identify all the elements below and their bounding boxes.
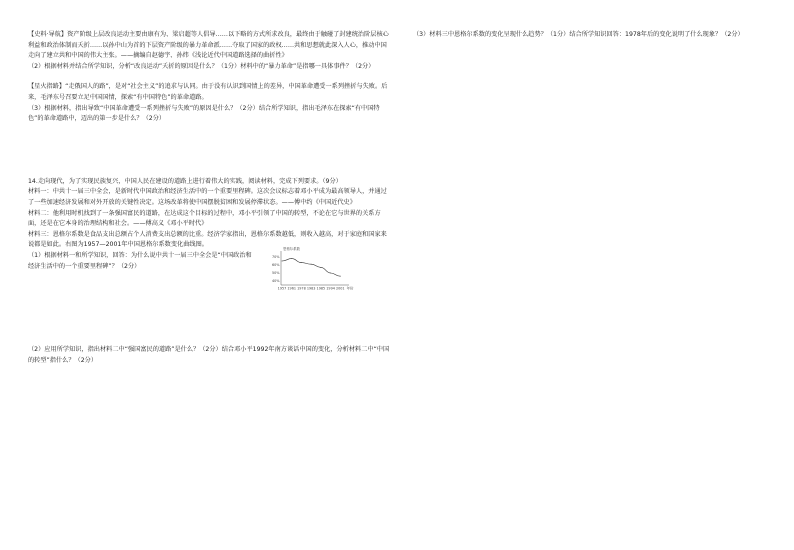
x-tick-label: 1961 <box>287 286 297 291</box>
spacer <box>28 72 393 82</box>
y-axis-label: 恩格尔系数 <box>283 246 300 251</box>
question-14-intro: 14.走向现代，为了实现民族复兴，中国人民在建设的道路上进行着伟大的实践，阅读材料，完成下列要求。（9分） <box>28 177 342 185</box>
engel-data-point <box>311 264 312 265</box>
material-paragraph-reform: 【史料·导航】资产阶级上层改良运动主要由康有为、梁启超等人倡导……以下略的方式所求改良，最终由于触碰了封建统治阶层核心利益和政治体制而夭折……以孙中山为首的下层资产阶级的暴力革命派……夺取了国家的政权……共和思想就此深入人心，推动中国走向了建立共和中国的伟大主张。——摘编自赵德宇、孙炜《浅论近代中国道路选择的曲折性》 <box>28 31 389 60</box>
x-tick-label: 1994 <box>326 286 335 291</box>
engel-data-point <box>301 262 302 263</box>
left-column <box>28 30 393 366</box>
question-14-1: （1）根据材料一和所学知识，回答：为什么说中共十一届三中全会是“中国政治和经济生活中的一个重要里程碑”？（2分） <box>28 251 252 270</box>
engel-chart <box>265 245 357 295</box>
x-tick-label: 1978 <box>297 286 306 291</box>
x-tick-label: 年份 <box>346 286 354 291</box>
engel-data-point <box>320 267 321 268</box>
question-3-revolution: （3）根据材料，指出导致“中国革命遭受一系列挫折与失败”的原因是什么？（2分）结合所学知识，指出毛泽东在探索“有中国特色”的革命道路中，迈出的第一步是什么？（2分） <box>28 104 380 123</box>
x-tick-label: 2001 <box>335 286 345 291</box>
x-tick-label: 1957 <box>277 286 287 291</box>
y-tick-label: 50% <box>271 271 280 276</box>
y-tick-label: 60% <box>271 263 280 268</box>
question-14-1-row <box>28 246 393 295</box>
y-tick-label: 40% <box>271 279 280 284</box>
engel-series-line <box>282 259 340 277</box>
x-tick-label: 1985 <box>316 286 326 291</box>
engel-data-point <box>340 276 341 277</box>
x-tick-label: 1983 <box>306 286 316 291</box>
material-three: 材料三：恩格尔系数是食品支出总额占个人消费支出总额的比重。经济学家指出，恩格尔系数越低，则收入越高，对于家庭和国家来说都是如此。右图为1957—2001年中国恩格尔系数变化曲线图。 <box>28 230 387 249</box>
engel-data-point <box>282 261 283 262</box>
right-column <box>413 30 773 41</box>
spacer <box>28 295 393 345</box>
material-paragraph-revolution: 【星火指路】“走俄国人的路”，是对“社会主义”的追求与认同。由于没有认识到国情上的差异，中国革命遭受一系列挫折与失败。后来，毛泽东号召要立足中国国情，探索“有中国特色”的革命道路。 <box>28 83 388 101</box>
question-14-2: （2）应用所学知识，指出材料二中“强国富民的道路”是什么？（2分）结合邓小平1992年南方谈话中国的变化，分析材料二中“中国的转型”指什么？（2分） <box>28 345 390 364</box>
engel-data-point <box>330 273 331 274</box>
material-two: 材料二：他利用时机找到了一条强国富民的道路，在达成这个目标的过程中，邓小平引领了中国的转型，不论在它与世界的关系方面，还是在它本身的治理结构和社会。——傅高义《邓小平时代》 <box>28 209 381 228</box>
question-14-3: （3）材料三中恩格尔系数的变化呈现什么趋势？（1分）结合所学知识回答：1978年后的变化说明了什么现象？（2分） <box>413 31 744 38</box>
engel-data-point <box>291 258 292 259</box>
material-one: 材料一：中共十一届三中全会，是新时代中国政治和经济生活中的一个重要里程碑。这次会议标志着邓小平成为最高领导人，并通过了一些加速经济发展和对外开放的关键性决定。这场改革将使中国摆脱贫困和发展停滞状态。——傅中约《中国近代史》 <box>28 188 387 206</box>
question-2-reform: （2）根据材料并结合所学知识，分析“改良运动”夭折的原因是什么？（1分）材料中的“暴力革命”是指哪一具体事件？（2分） <box>28 62 375 70</box>
y-tick-label: 70% <box>271 255 280 260</box>
spacer <box>28 125 393 177</box>
engel-chart-svg <box>265 245 357 295</box>
